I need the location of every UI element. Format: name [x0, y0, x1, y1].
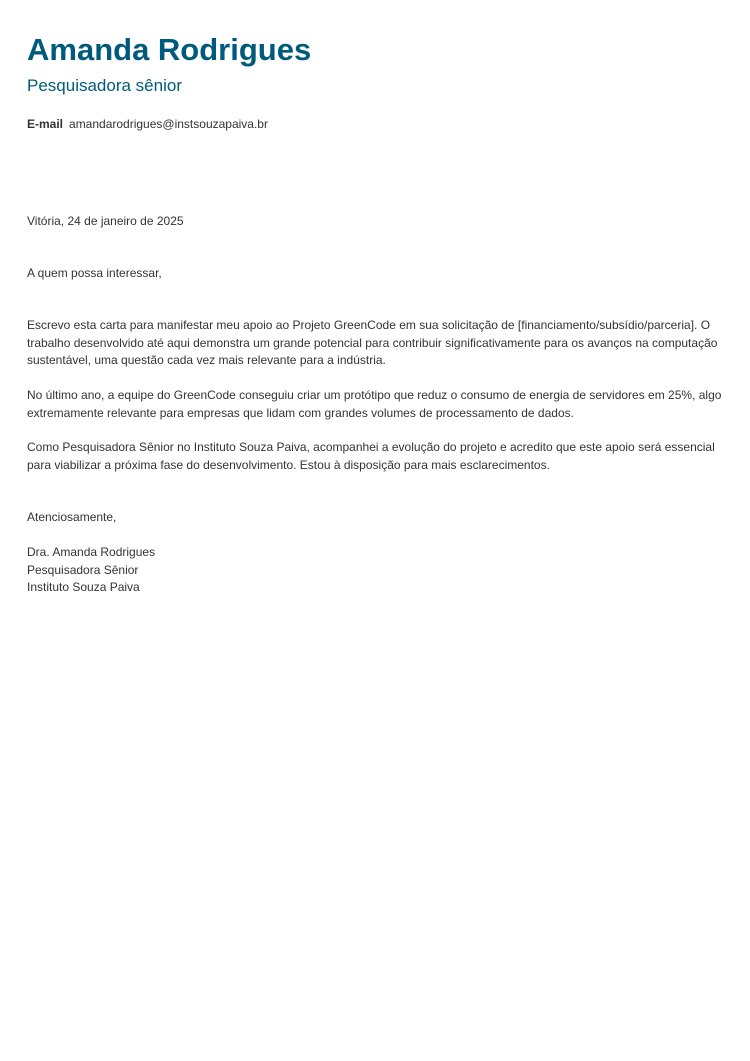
letter-paragraph-3: Como Pesquisadora Sênior no Instituto Souza Paiva, acompanhei a evolução do projeto e acredito que este apoio será essencial para viabilizar a próxima fase do desenvolvimento. Estou à disposição para mais esclarecimentos.	[27, 440, 715, 472]
email-label: E-mail	[27, 117, 64, 131]
letter-paragraph-1: Escrevo esta carta para manifestar meu apoio ao Projeto GreenCode em sua solicitação de [financiamento/subsídio/parceria]. O trabalho desenvolvido até aqui demonstra um grande potencial para contribuir significativamente para os avanços na computação sustentável, uma questão cada vez mais relevante para a indústria.	[27, 318, 718, 367]
signature-block	[27, 544, 155, 597]
contact-email	[27, 116, 268, 132]
letter-date: Vitória, 24 de janeiro de 2025	[27, 214, 184, 228]
signature-title: Pesquisadora Sênior	[27, 562, 139, 577]
signature-institution: Instituto Souza Paiva	[27, 580, 140, 594]
author-name: Amanda Rodrigues	[27, 32, 312, 67]
letter-paragraph-2: No último ano, a equipe do GreenCode conseguiu criar um protótipo que reduz o consumo de energia de servidores em 25%, algo extremamente relevante para empresas que lidam com grandes volumes de processamento de dados.	[27, 388, 722, 420]
letter-greeting: A quem possa interessar,	[27, 266, 162, 280]
signature-name: Dra. Amanda Rodrigues	[27, 545, 156, 559]
letter-closing: Atenciosamente,	[27, 510, 117, 524]
email-value: amandarodrigues@instsouzapaiva.br	[69, 117, 268, 131]
author-role: Pesquisadora sênior	[27, 76, 182, 95]
